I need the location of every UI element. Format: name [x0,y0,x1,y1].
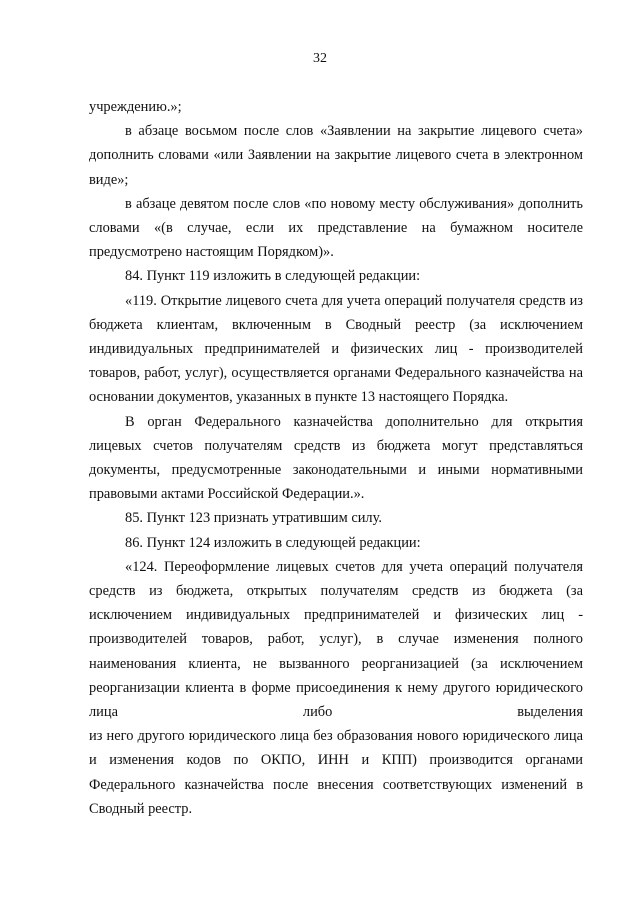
document-body [89,95,583,821]
paragraph-item-86: 86. Пункт 124 изложить в следующей редакции: [125,534,421,551]
paragraph-amendment-8: в абзаце восьмом после слов «Заявлении на закрытие лицевого счета» дополнить словами «или Заявлении на закрытие лицевого счета в электронном виде»; [89,123,583,188]
paragraph-item-84: 84. Пункт 119 изложить в следующей редакции: [125,268,421,285]
paragraph-point-119: «119. Открытие лицевого счета для учета операций получателя средств из бюджета клиентам, включенным в Сводный реестр (за исключением индивидуальных предпринимателей и физических лиц - производителей товаров, работ, услуг), осуществляется органами Федерального казначейства на основании документов, указанных в пункте 13 настоящего Порядка. [89,292,583,406]
paragraph-point-124-cont: из него другого юридического лица без образования нового юридического лица и изменения кодов по ОКПО, ИНН и КПП) производится органами Федерального казначейства после внесения соответствующих изменений в Сводный реестр. [89,728,583,817]
paragraph-continuation: учреждению.»; [89,99,182,115]
paragraph-item-85: 85. Пункт 123 признать утратившим силу. [125,510,382,527]
page-number: 32 [313,51,327,66]
paragraph-point-119-cont: В орган Федерального казначейства дополнительно для открытия лицевых счетов получателям средств из бюджета могут представляться документы, предусмотренные законодательными и иными нормативными правовыми актами Российской Федерации.». [89,413,583,503]
paragraph-point-124: «124. Переоформление лицевых счетов для учета операций получателя средств из бюджета, открытых получателям средств из бюджета (за исключением индивидуальных предпринимателей и физических лиц - производителей товаров, работ, услуг), в случае изменения полного наименования клиента, не вызванного реорганизацией (за исключением реорганизации клиента в форме присоединения к нему другого юридического лица либо выделения [89,558,583,721]
paragraph-amendment-9: в абзаце девятом после слов «по новому месту обслуживания» дополнить словами «(в случае, если их представление на бумажном носителе предусмотрено настоящим Порядком)». [89,195,583,261]
